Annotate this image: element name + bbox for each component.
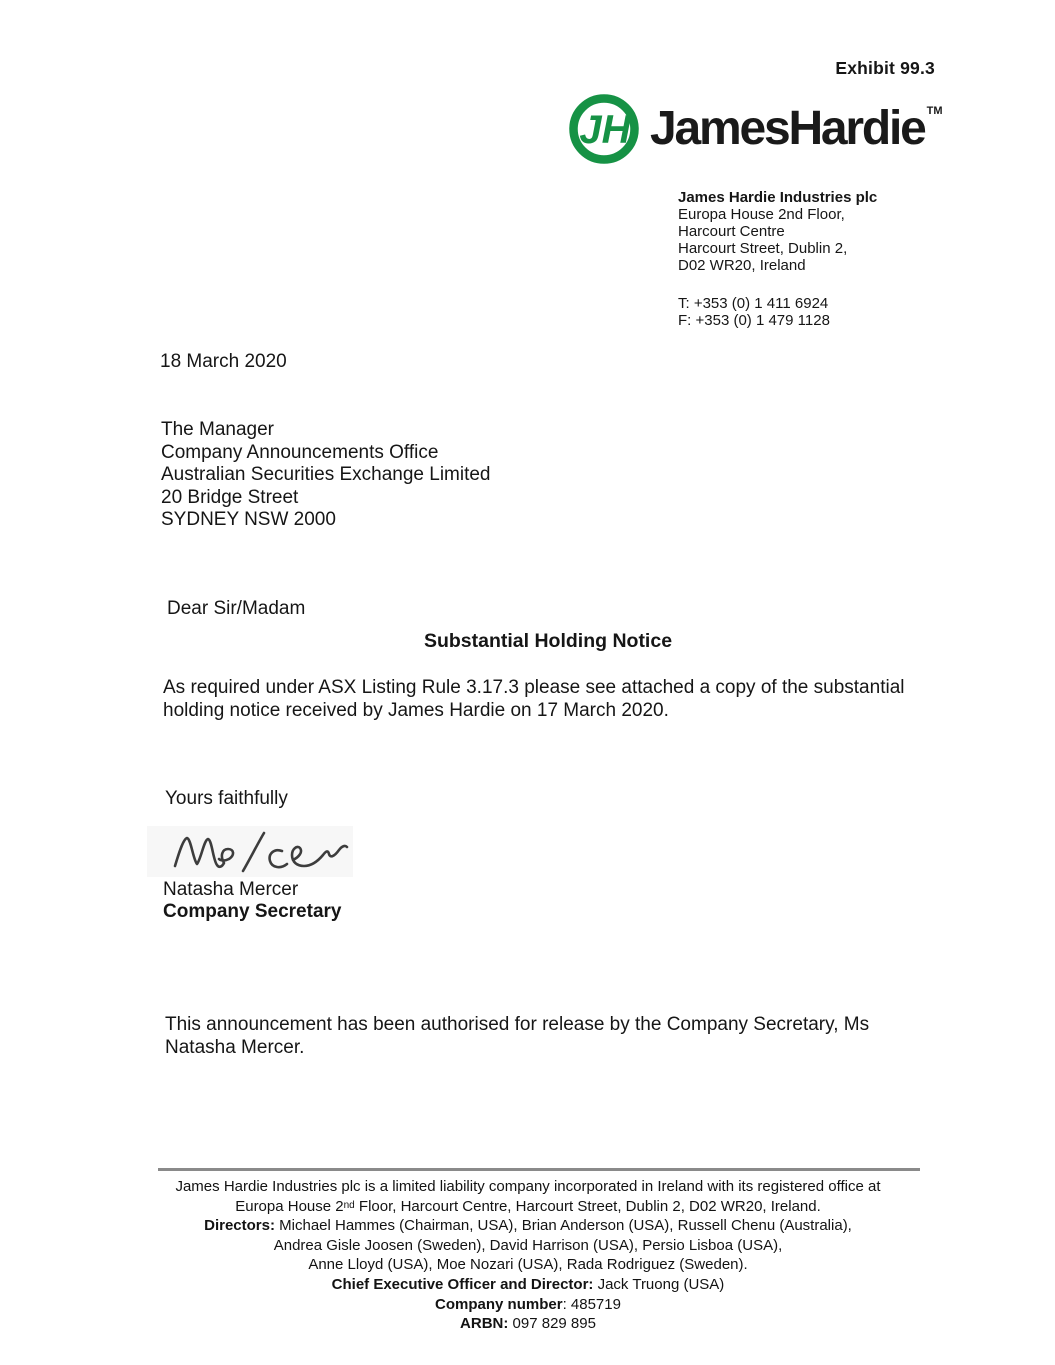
closing-phrase: Yours faithfully — [165, 788, 288, 809]
company-logo — [569, 94, 943, 164]
ceo-label: Chief Executive Officer and Director: — [331, 1275, 594, 1293]
recipient-line: SYDNEY NSW 2000 — [161, 509, 336, 531]
exhibit-label: Exhibit 99.3 — [835, 58, 935, 78]
jh-monogram: JH — [579, 108, 631, 152]
footer-directors-line: Anne Lloyd (USA), Moe Nozari (USA), Rada Rodriguez (Sweden). — [308, 1256, 748, 1274]
letter-date: 18 March 2020 — [160, 351, 287, 372]
directors-label: Directors: — [204, 1217, 275, 1235]
footer-company-number-line — [137, 1295, 919, 1315]
letterhead-address-line: Harcourt Centre — [678, 223, 785, 240]
recipient-line: Company Announcements Office — [161, 441, 439, 463]
footer-directors-line: Andrea Gisle Joosen (Sweden), David Harrison (USA), Persio Lisboa (USA), — [273, 1236, 783, 1254]
recipient-line: Australian Securities Exchange Limited — [161, 464, 491, 486]
body-paragraph: As required under ASX Listing Rule 3.17.3 please see attached a copy of the substantial holding notice received by James Hardie on 17 March 2020. — [163, 677, 905, 721]
letterhead-address-line: Harcourt Street, Dublin 2, — [678, 240, 848, 257]
recipient-line: The Manager — [161, 419, 275, 440]
signer-title: Company Secretary — [163, 901, 342, 922]
subject-heading: Substantial Holding Notice — [423, 630, 673, 652]
company-number-label: Company number — [435, 1295, 563, 1313]
footer-arbn-line — [137, 1314, 919, 1334]
footer-text: Michael Hammes (Chairman, USA), Brian Anderson (USA), Russell Chenu (Australia), — [279, 1217, 852, 1235]
footer-directors-line — [137, 1216, 919, 1236]
footer-text: : 485719 — [562, 1295, 621, 1313]
footer-divider — [158, 1168, 920, 1171]
letterhead-fax: F: +353 (0) 1 479 1128 — [678, 312, 830, 329]
letterhead-company-name: James Hardie Industries plc — [678, 189, 878, 206]
footer-registered-office-line — [137, 1197, 919, 1217]
recipient-line: 20 Bridge Street — [161, 486, 299, 508]
authorization-paragraph: This announcement has been authorised for release by the Company Secretary, Ms Natasha Mercer. — [165, 1014, 870, 1058]
arbn-label: ARBN: — [460, 1315, 509, 1333]
footer-text: Europa House 2 — [235, 1197, 344, 1215]
brand-wordmark — [650, 94, 943, 164]
footer-text: Jack Truong (USA) — [597, 1275, 725, 1293]
signature-image — [147, 826, 353, 877]
wordmark-text: JamesHardie — [650, 102, 925, 155]
jh-logo-icon — [569, 94, 639, 164]
footer-registered-office-line: James Hardie Industries plc is a limited liability company incorporated in Ireland with its registered office at — [175, 1178, 881, 1195]
trademark-symbol: TM — [926, 105, 943, 117]
salutation: Dear Sir/Madam — [167, 598, 306, 619]
recipient-address-block — [161, 419, 491, 532]
letterhead-address-line: D02 WR20, Ireland — [678, 257, 806, 274]
footer-block — [137, 1177, 919, 1334]
signer-name: Natasha Mercer — [163, 879, 299, 900]
footer-text: Floor, Harcourt Centre, Harcourt Street, Dublin 2, D02 WR20, Ireland. — [358, 1197, 821, 1215]
footer-superscript: nd — [343, 1199, 355, 1211]
letterhead-phone: T: +353 (0) 1 411 6924 — [678, 295, 829, 312]
letterhead-address-block — [678, 189, 877, 329]
letterhead-address-line: Europa House 2nd Floor, — [678, 206, 845, 223]
footer-text: 097 829 895 — [512, 1315, 596, 1333]
signature-scrawl-icon — [147, 826, 353, 877]
footer-ceo-line — [137, 1275, 919, 1295]
